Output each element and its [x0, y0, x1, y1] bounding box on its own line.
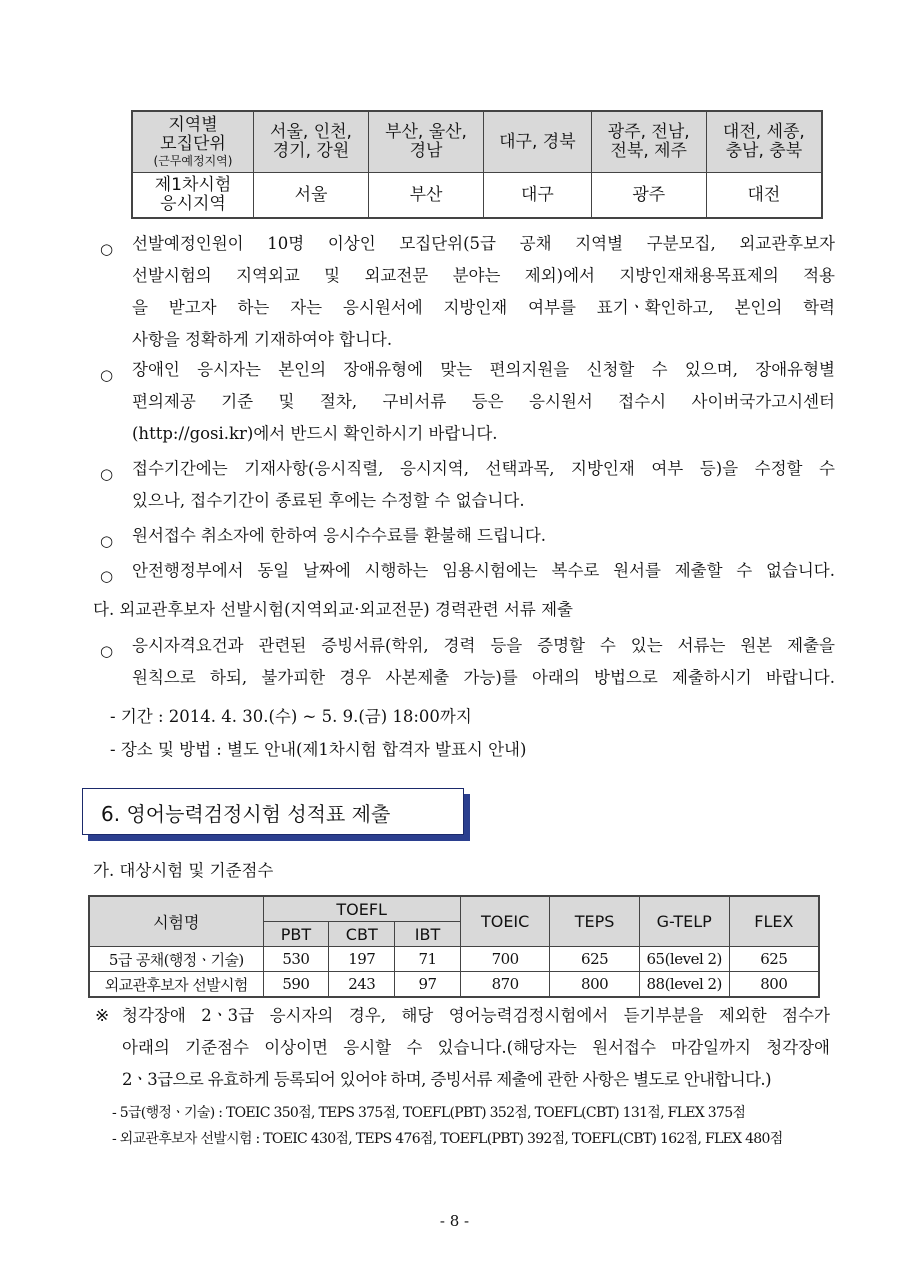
bullet-paragraph: [100, 630, 835, 696]
note-item: - 5급(행정ㆍ기술) : TOEIC 350점, TEPS 375점, TOEFL(PBT) 352점, TOEFL(CBT) 131점, FLEX 375점: [112, 1105, 746, 1121]
score-value: 625: [550, 947, 639, 972]
bullet-paragraph: [100, 555, 835, 589]
bullet-marker: ○: [100, 366, 114, 384]
bullet-line: 을 받고자 하는 자는 응시원서에 지방인재 여부를 표기ㆍ확인하고, 본인의 학력: [132, 298, 835, 317]
exam-site: 광주: [591, 173, 706, 219]
region-header-label: [132, 111, 254, 173]
region-cell: [369, 111, 484, 173]
subsection-heading: 다. 외교관후보자 선발시험(지역외교·외교전문) 경력관련 서류 제출: [93, 600, 573, 619]
region-line: 서울, 인천,: [270, 122, 352, 142]
note-marker: ※: [95, 1006, 110, 1026]
bullet-paragraph: [100, 228, 835, 358]
submission-period: - 기간 : 2014. 4. 30.(수) ~ 5. 9.(금) 18:00까지: [110, 707, 472, 726]
bullet-marker: ○: [100, 465, 114, 483]
site-label-line: 제1차시험: [154, 175, 232, 195]
score-col-header: G-TELP: [639, 896, 729, 947]
score-row: [89, 947, 819, 972]
region-line: 대구, 경북: [499, 131, 576, 152]
site-label-line: 응시지역: [160, 194, 226, 214]
region-cell: [591, 111, 706, 173]
section-title-box: [82, 788, 464, 835]
score-value: 590: [263, 972, 329, 998]
bullet-line: 선발예정인원이 10명 이상인 모집단위(5급 공채 지역별 구분모집, 외교관후보자: [132, 234, 835, 253]
exam-site: 대전: [706, 173, 822, 219]
bullet-line: 편의제공 기준 및 절차, 구비서류 등은 응시원서 접수시 사이버국가고시센터: [132, 392, 835, 411]
score-col-header: TEPS: [550, 896, 639, 947]
score-row-name: 5급 공채(행정ㆍ기술): [89, 947, 263, 972]
region-header-sub: (근무예정지역): [153, 154, 233, 168]
exam-site: 부산: [369, 173, 484, 219]
bullet-line: 장애인 응시자는 본인의 장애유형에 맞는 편의지원을 신청할 수 있으며, 장애유형별: [132, 360, 835, 379]
page-number: - 8 -: [439, 1212, 470, 1230]
bullet-paragraph: [100, 520, 835, 554]
section-title: 6. 영어능력검정시험 성적표 제출: [101, 802, 391, 826]
region-table-site-row: [132, 173, 822, 219]
region-header-line: 지역별: [168, 115, 218, 135]
region-cell: [706, 111, 822, 173]
region-table: [131, 110, 823, 219]
bullet-marker: ○: [100, 240, 114, 258]
toefl-header: TOEFL: [263, 896, 460, 922]
note-line: 청각장애 2ㆍ3급 응시자의 경우, 해당 영어능력검정시험에서 듣기부분을 제외한 점수가: [122, 1006, 830, 1025]
score-value: 197: [329, 947, 395, 972]
note-line: 아래의 기준점수 이상이면 응시할 수 있습니다.(해당자는 원서접수 마감일까지 청각장애: [122, 1038, 830, 1057]
bullet-paragraph: [100, 354, 835, 454]
subsection-heading: 가. 대상시험 및 기준점수: [93, 861, 274, 880]
score-col-header: TOEIC: [460, 896, 550, 947]
toefl-sub-header: IBT: [395, 922, 461, 947]
bullet-line: 있으나, 접수기간이 종료된 후에는 수정할 수 없습니다.: [132, 491, 525, 510]
bullet-line: 접수기간에는 기재사항(응시직렬, 응시지역, 선택과목, 지방인재 여부 등)을 수정할 수: [132, 459, 835, 478]
region-line: 충남, 충북: [725, 141, 803, 161]
score-value: 88(level 2): [639, 972, 729, 998]
region-cell: [254, 111, 369, 173]
note-line: 2ㆍ3급으로 유효하게 등록되어 있어야 하며, 증빙서류 제출에 관한 사항은 별도로 안내합니다.): [122, 1070, 771, 1089]
region-header-line: 모집단위: [160, 134, 226, 154]
note-paragraph: [95, 1000, 830, 1100]
bullet-marker: ○: [100, 532, 114, 550]
score-table: [88, 895, 820, 998]
region-line: 전북, 제주: [610, 141, 687, 161]
score-value: 243: [329, 972, 395, 998]
score-value: 800: [729, 972, 819, 998]
region-cell: [484, 111, 592, 173]
site-row-label: [132, 173, 254, 219]
region-line: 경기, 강원: [272, 141, 350, 161]
bullet-line: 사항을 정확하게 기재하여야 합니다.: [132, 330, 393, 349]
score-header-row: [89, 896, 819, 922]
score-value: 625: [729, 947, 819, 972]
score-value: 530: [263, 947, 329, 972]
score-value: 800: [550, 972, 639, 998]
score-value: 97: [395, 972, 461, 998]
bullet-line: 응시자격요건과 관련된 증빙서류(학위, 경력 등을 증명할 수 있는 서류는 원본 제출을: [132, 636, 835, 655]
bullet-line: 원서접수 취소자에 한하여 응시수수료를 환불해 드립니다.: [132, 526, 547, 545]
exam-site: 대구: [484, 173, 592, 219]
exam-name-header: 시험명: [89, 896, 263, 947]
score-row: [89, 972, 819, 998]
bullet-line: (http://gosi.kr)에서 반드시 확인하시기 바랍니다.: [132, 424, 498, 443]
bullet-marker: ○: [100, 642, 114, 660]
region-table-header-row: [132, 111, 822, 173]
bullet-line: 안전행정부에서 동일 날짜에 시행하는 임용시험에는 복수로 원서를 제출할 수 없습니다.: [132, 561, 835, 580]
region-line: 경남: [409, 141, 443, 161]
score-value: 700: [460, 947, 550, 972]
exam-site: 서울: [254, 173, 369, 219]
score-value: 65(level 2): [639, 947, 729, 972]
bullet-marker: ○: [100, 567, 114, 585]
bullet-line: 원칙으로 하되, 불가피한 경우 사본제출 가능)를 아래의 방법으로 제출하시기 바랍니다.: [132, 668, 835, 687]
region-line: 광주, 전남,: [607, 122, 690, 142]
score-col-header: FLEX: [729, 896, 819, 947]
submission-method: - 장소 및 방법 : 별도 안내(제1차시험 합격자 발표시 안내): [110, 740, 527, 759]
region-line: 대전, 세종,: [722, 122, 805, 142]
bullet-paragraph: [100, 453, 835, 519]
bullet-line: 선발시험의 지역외교 및 외교전문 분야는 제외)에서 지방인재채용목표제의 적용: [132, 266, 835, 285]
score-value: 870: [460, 972, 550, 998]
toefl-sub-header: CBT: [329, 922, 395, 947]
score-value: 71: [395, 947, 461, 972]
score-row-name: 외교관후보자 선발시험: [89, 972, 263, 998]
region-line: 부산, 울산,: [385, 122, 467, 142]
note-item: - 외교관후보자 선발시험 : TOEIC 430점, TEPS 476점, TOEFL(PBT) 392점, TOEFL(CBT) 162점, FLEX 480점: [112, 1131, 783, 1147]
toefl-sub-header: PBT: [263, 922, 329, 947]
